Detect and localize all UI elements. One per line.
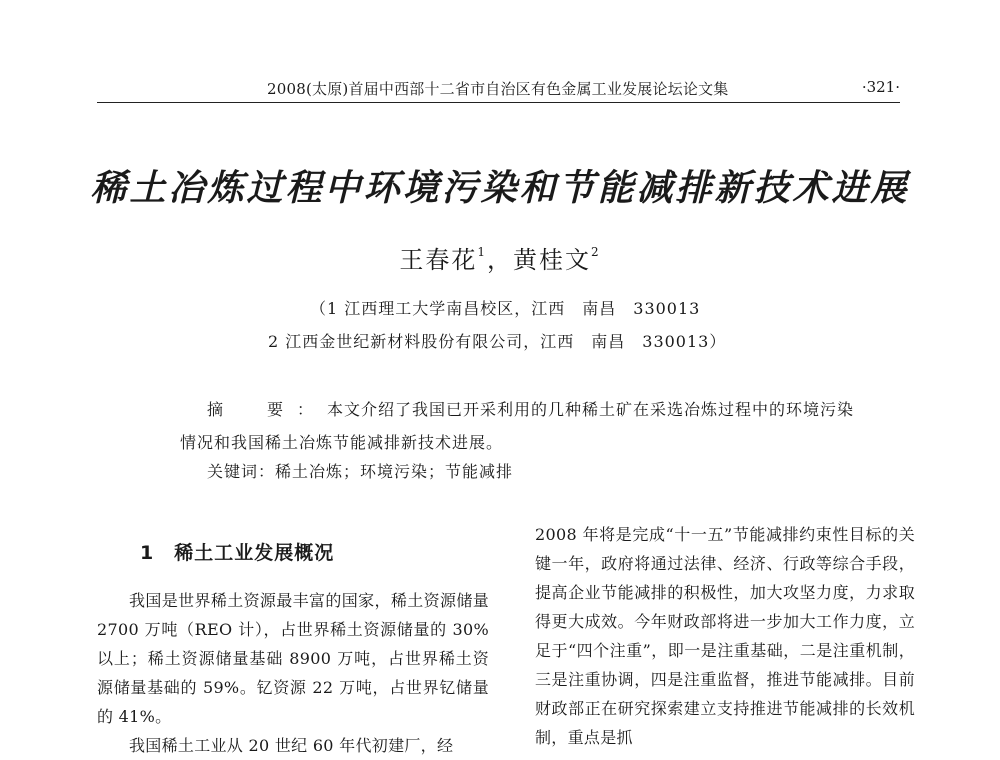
right-column <box>535 520 915 752</box>
author-1-affil-mark: 1 <box>477 245 487 259</box>
keywords-text: 稀土冶炼；环境污染；节能减排 <box>275 462 514 481</box>
author-2: 黄桂文 <box>513 246 591 274</box>
paragraph: 我国是世界稀土资源最丰富的国家，稀土资源储量 2700 万吨（REO 计），占世界稀土资源储量的 30%以上；稀土资源储量基础 8900 万吨，占世界稀土资源储量基础的 59%。钇资源 22 万吨，占世界钇储量的 41%。 <box>97 591 489 726</box>
affiliation-1: （1 江西理工大学南昌校区，江西 南昌 330013 <box>310 299 701 318</box>
page-number: ·321· <box>861 78 900 96</box>
abstract-text: 本文介绍了我国已开采利用的几种稀土矿在采选冶炼过程中的环境污染情况和我国稀土冶炼节能减排新技术进展。 <box>180 400 855 452</box>
abstract-label: 摘 要： <box>207 400 328 419</box>
keywords-label: 关键词： <box>207 462 276 481</box>
author-line <box>0 240 1000 275</box>
running-header-title: 2008(太原)首届中西部十二省市自治区有色金属工业发展论坛论文集 <box>267 80 729 98</box>
paragraph: 2008 年将是完成“十一五”节能减排约束性目标的关键一年，政府将通过法律、经济、行政等综合手段，提高企业节能减排的积极性，加大攻坚力度，力求取得更大成效。今年财政部将进一步加大工作力度，立足于“四个注重”，即一是注重基础，二是注重机制，三是注重协调，四是注重监督，推进节能减排。目前财政部正在研究探索建立支持推进节能减排的长效机制，重点是抓 <box>535 525 915 747</box>
paper-title: 稀土冶炼过程中环境污染和节能减排新技术进展 <box>90 167 910 209</box>
abstract <box>180 393 860 459</box>
affiliation-2: 2 江西金世纪新材料股份有限公司，江西 南昌 330013） <box>268 332 727 351</box>
running-header <box>97 76 900 103</box>
paragraph: 我国稀土工业从 20 世纪 60 年代初建厂，经 <box>129 736 454 755</box>
author-separator: ， <box>487 246 513 274</box>
author-1: 王春花 <box>399 246 478 274</box>
author-2-affil-mark: 2 <box>591 245 601 259</box>
section-heading: 1 稀土工业发展概况 <box>140 542 335 564</box>
left-column <box>97 586 489 760</box>
keywords <box>207 459 513 482</box>
